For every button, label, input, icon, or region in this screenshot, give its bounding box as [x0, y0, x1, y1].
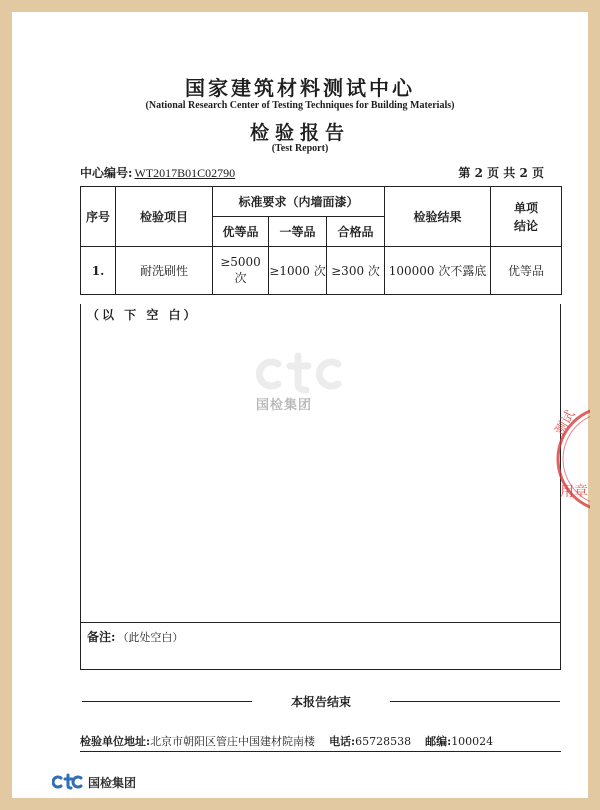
- header-result: 检验结果: [385, 187, 491, 247]
- header-item: 检验项目: [116, 187, 213, 247]
- footer-rule: [80, 751, 561, 752]
- ctc-logo-icon: [52, 773, 84, 791]
- blank-note: （以 下 空 白）: [87, 308, 199, 322]
- row-first: ≥1000 次: [269, 247, 327, 295]
- lab-address: [80, 733, 507, 749]
- phone-value: 65728538: [355, 735, 412, 748]
- header-conclusion-text: 单项结论: [514, 200, 539, 233]
- center-name-en: (National Research Center of Testing Techniques for Building Materials): [145, 100, 455, 111]
- watermark-text: 国检集团: [256, 398, 313, 413]
- header-seq: 序号: [81, 187, 116, 247]
- center-number-value: WT2017B01C02790: [134, 166, 236, 180]
- header-standard: 标准要求（内墙面漆）: [213, 187, 385, 217]
- header-grade-first: 一等品: [269, 217, 327, 247]
- test-results-table: [80, 186, 562, 295]
- address-value: 北京市朝阳区管庄中国建材院南楼: [150, 735, 316, 748]
- center-name-cn: 国家建筑材料测试中心: [185, 76, 415, 100]
- report-title-en: (Test Report): [271, 143, 329, 154]
- center-number-label: 中心编号:: [80, 166, 133, 180]
- row-result: 100000 次不露底: [385, 247, 491, 295]
- svg-text:用章: 用章: [560, 484, 588, 500]
- report-title-cn: 检验报告: [249, 122, 350, 144]
- postcode-value: 100024: [451, 735, 494, 748]
- remarks-row: [81, 622, 560, 669]
- phone-label: 电话:: [329, 735, 356, 748]
- report-end-line: [82, 693, 560, 709]
- report-page: [12, 12, 588, 798]
- page-indicator: 第 2 页 共 2 页: [458, 166, 544, 180]
- row-excellent: ≥5000 次: [213, 247, 269, 295]
- row-qualified: ≥300 次: [327, 247, 385, 295]
- seal-stamp-icon: [540, 404, 590, 514]
- ctc-watermark-icon: [250, 352, 350, 396]
- table-row: [81, 247, 562, 295]
- row-seq: 1.: [81, 247, 116, 295]
- company-logo: [52, 773, 136, 791]
- row-conclusion: 优等品: [491, 247, 562, 295]
- header-conclusion: [491, 187, 562, 247]
- logo-text: 国检集团: [88, 775, 137, 790]
- remarks-label: 备注:: [87, 630, 116, 644]
- header-grade-excellent: 优等品: [213, 217, 269, 247]
- report-end: [82, 693, 560, 710]
- address-label: 检验单位地址:: [80, 735, 151, 748]
- remarks-label-wrap: [87, 628, 183, 645]
- svg-text:测试: 测试: [552, 407, 579, 438]
- postcode-label: 邮编:: [425, 735, 452, 748]
- header-grade-qualified: 合格品: [327, 217, 385, 247]
- remarks-text: （此处空白）: [117, 631, 184, 644]
- center-number: [80, 164, 235, 181]
- row-item: 耐洗刷性: [116, 247, 213, 295]
- report-end-text: 本报告结束: [283, 695, 359, 709]
